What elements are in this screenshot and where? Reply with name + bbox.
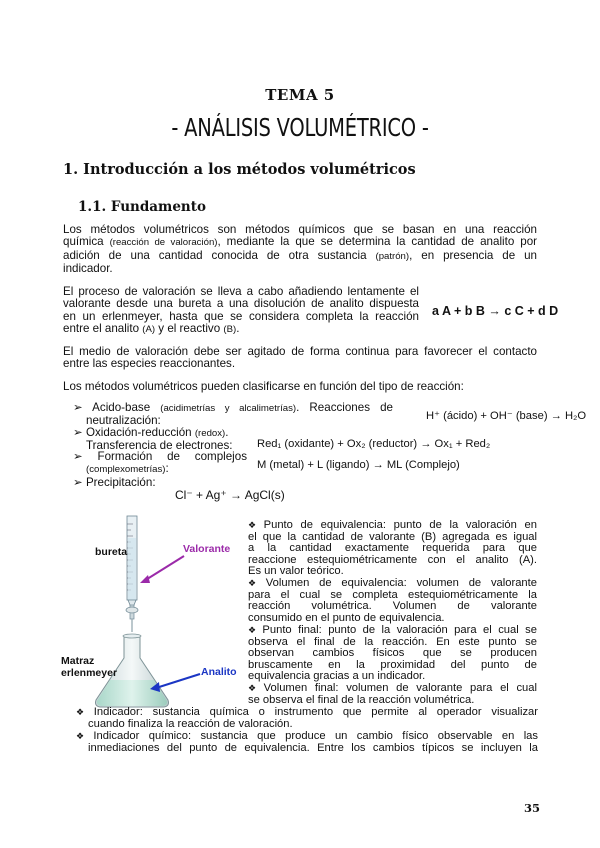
def-line	[248, 683, 537, 695]
list-item-redox	[73, 427, 273, 452]
label-analito: Analito	[201, 666, 237, 678]
text: Indicador químico: sustancia que produce un cambio físico observable en las	[93, 730, 538, 742]
diamond-bullet-icon: ❖	[76, 707, 91, 717]
list-line: neutralización:	[86, 414, 161, 427]
stopcock-handle	[126, 607, 138, 613]
para2-line	[63, 323, 419, 336]
def-line	[76, 707, 538, 719]
tema-label: TEMA 5	[265, 86, 335, 104]
list-item-complex	[73, 451, 247, 476]
def-line: para el cual se completa estequiométricamente la	[248, 588, 537, 601]
page-number: 35	[524, 801, 541, 815]
def-line: Es un valor teórico.	[248, 565, 344, 578]
def-line: reacción volumétrica. Volumen de valorante	[248, 600, 537, 613]
para2-line: El proceso de valoración se lleva a cabo añadiendo lentamente el	[63, 285, 419, 298]
def-line: observa el final de la reacción. En este punto se	[248, 635, 537, 648]
definition-punto-final	[248, 625, 537, 683]
equation-redox: Red₁ (oxidante) + Ox₂ (reductor) → Ox₁ + Red₂	[257, 438, 491, 450]
text: (patrón)	[375, 250, 410, 262]
label-valorante: Valorante	[183, 543, 231, 555]
valorante-arrow-line	[144, 556, 184, 581]
text: (reacción de valoración)	[109, 237, 218, 249]
text: .	[236, 321, 240, 335]
text: adición de una cantidad conocida de otra sustancia	[63, 248, 376, 262]
paragraph-agitation	[63, 346, 537, 371]
text: (complexometrías)	[86, 464, 166, 475]
def-line: bruscamente en la proximidad del punto de	[248, 658, 537, 671]
text: Precipitación:	[85, 476, 156, 489]
text: Formación de complejos	[97, 450, 247, 463]
text: (B)	[223, 323, 237, 335]
definition-volumen-equivalencia	[248, 578, 537, 624]
section-heading-1-1: 1.1. Fundamento	[78, 199, 206, 215]
text: :	[165, 462, 169, 475]
page-title: - ANÁLISIS VOLUMÉTRICO -	[171, 113, 429, 142]
def-line: consumido en el punto de equivalencia.	[248, 611, 445, 624]
para1-line	[63, 250, 537, 263]
label-bureta: bureta	[95, 546, 128, 558]
text: . Reacciones de	[296, 401, 393, 414]
def-line: cuando finaliza la reacción de valoración.	[88, 717, 293, 730]
text: Volumen de equivalencia: volumen de valorante	[265, 577, 537, 589]
list-line	[73, 451, 247, 463]
def-line: el que la cantidad de valorante (B) agregada es igual	[248, 530, 537, 543]
arrow-bullet-icon: ➢	[73, 426, 86, 439]
para1-line	[63, 236, 537, 249]
diamond-bullet-icon: ❖	[248, 578, 263, 588]
text: (A)	[142, 323, 156, 335]
def-line	[76, 731, 538, 743]
list-line: Transferencia de electrones:	[86, 439, 233, 452]
equation-acid-base: H⁺ (ácido) + OH⁻ (base) → H₂O	[426, 410, 587, 422]
diamond-bullet-icon: ❖	[248, 625, 260, 635]
diamond-bullet-icon: ❖	[248, 683, 261, 693]
valorante-arrow-head	[140, 575, 150, 583]
text: y el reactivo	[155, 321, 224, 335]
def-line: se observa el final de la reacción volumétrica.	[248, 693, 475, 706]
arrow-bullet-icon: ➢	[73, 401, 93, 414]
para3-line: El medio de valoración debe ser agitado de forma continua para favorecer el contacto	[63, 345, 537, 358]
label-matraz	[61, 655, 117, 679]
arrow-bullet-icon: ➢	[73, 450, 98, 463]
text: Matraz	[61, 655, 95, 667]
def-line: equivalencia gracias a un indicador.	[248, 670, 426, 683]
text: Oxidación-reducción	[85, 426, 195, 439]
para1-line: indicador.	[63, 261, 113, 275]
para2-line: valorante desde una bureta a una disolución de analito dispuesta	[63, 297, 419, 311]
general-reaction-equation: a A + b B → c C + d D	[432, 304, 559, 318]
def-line: inmediaciones del punto de equivalencia. Entre los cambios típicos se incluyen la	[88, 741, 538, 754]
text: Acido-base	[92, 401, 161, 414]
diamond-bullet-icon: ❖	[248, 520, 261, 530]
flask-mouth	[123, 634, 141, 638]
text: entre el analito	[63, 321, 143, 335]
paragraph-classification: Los métodos volumétricos pueden clasificarse en función del tipo de reacción:	[63, 380, 464, 393]
paragraph-intro	[63, 224, 537, 275]
paragraph-process	[63, 286, 419, 336]
definition-indicador	[76, 707, 538, 730]
para3-line: entre las especies reaccionantes.	[63, 357, 236, 371]
para2-line: en un erlenmeyer, hasta que se considera completa la reacción	[63, 309, 419, 323]
definition-volumen-final	[248, 683, 537, 706]
burette-liquid	[128, 538, 136, 600]
def-line: reaccione estequiométricamente con el analito (A).	[248, 553, 537, 566]
def-line: observan cambios físicos que se producen	[248, 647, 537, 660]
definition-punto-equivalencia	[248, 520, 537, 578]
text: , mediante la que se determina la cantidad de analito por	[217, 235, 537, 249]
text: (redox)	[194, 428, 226, 439]
def-line	[248, 625, 537, 637]
section-heading-1: 1. Introducción a los métodos volumétricos	[63, 161, 416, 178]
text: (acidimetrías y alcalimetrías)	[160, 403, 297, 414]
equation-precipitation: Cl⁻ + Ag⁺ → AgCl(s)	[175, 488, 285, 502]
definition-indicador-quimico	[76, 731, 538, 754]
text: .	[225, 426, 229, 439]
text: Indicador: sustancia química o instrumento que permite al operador visualizar	[93, 706, 538, 718]
text: Punto final: punto de la valoración para el cual se	[262, 624, 537, 636]
arrow-bullet-icon: ➢	[73, 476, 86, 489]
equation-complex: M (metal) + L (ligando) → ML (Complejo)	[257, 459, 460, 471]
analito-arrow-line	[156, 674, 200, 688]
def-line	[248, 520, 537, 532]
diamond-bullet-icon: ❖	[76, 731, 91, 741]
text: Punto de equivalencia: punto de la valoración en	[263, 519, 537, 531]
para1-line: Los métodos volumétricos son métodos químicos que se basan en una reacción	[63, 223, 537, 236]
list-item-acid-base	[73, 402, 393, 427]
def-line	[248, 578, 537, 590]
text: erlenmeyer	[61, 667, 118, 679]
text: Volumen final: volumen de valorante para el cual	[263, 682, 537, 694]
list-line	[73, 463, 247, 476]
text: , en presencia de un	[409, 248, 537, 262]
text: química	[63, 235, 110, 249]
list-item-precipitation	[73, 477, 156, 489]
def-line: a la cantidad exactamente requerida para que	[248, 542, 537, 555]
